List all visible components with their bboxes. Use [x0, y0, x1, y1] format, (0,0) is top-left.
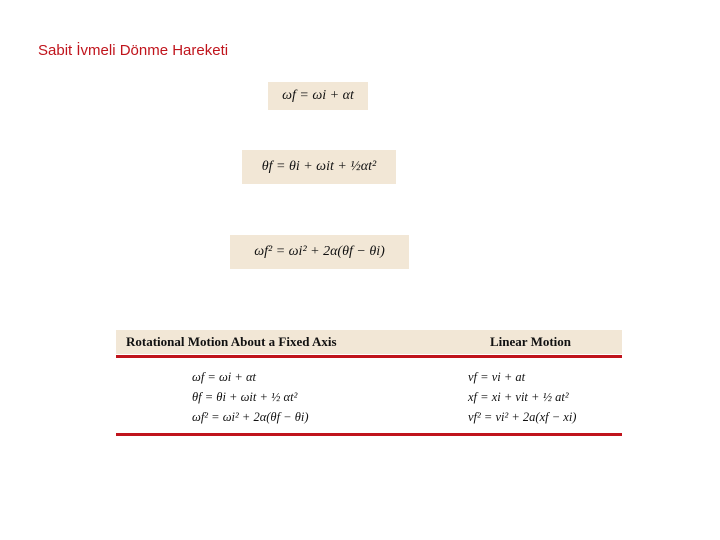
table-header: [116, 330, 622, 354]
linear-eq-1: vf = vi + at: [468, 370, 526, 384]
equation-angular-position: θf = θi + ωit + ½αt²: [242, 150, 396, 184]
comparison-table: [116, 330, 622, 437]
linear-column: [468, 367, 576, 427]
table-rule-bottom: [116, 433, 622, 436]
slide-title: Sabit İvmeli Dönme Hareketi: [38, 42, 229, 59]
linear-eq-3: vf² = vi² + 2a(xf − xi): [468, 410, 577, 424]
header-rotational: Rotational Motion About a Fixed Axis: [126, 334, 337, 349]
equation-angular-velocity-squared: ωf² = ωi² + 2α(θf − θi): [230, 235, 409, 269]
rotational-eq-2: θf = θi + ωit + ½ αt²: [192, 390, 298, 404]
linear-eq-2: xf = xi + vit + ½ at²: [468, 390, 569, 404]
header-linear: Linear Motion: [490, 334, 572, 349]
rotational-column: [192, 367, 309, 427]
equation-angular-velocity: ωf = ωi + αt: [268, 82, 368, 110]
table-rule-top: [116, 355, 622, 358]
rotational-eq-3: ωf² = ωi² + 2α(θf − θi): [192, 410, 309, 424]
rotational-eq-1: ωf = ωi + αt: [192, 370, 257, 384]
